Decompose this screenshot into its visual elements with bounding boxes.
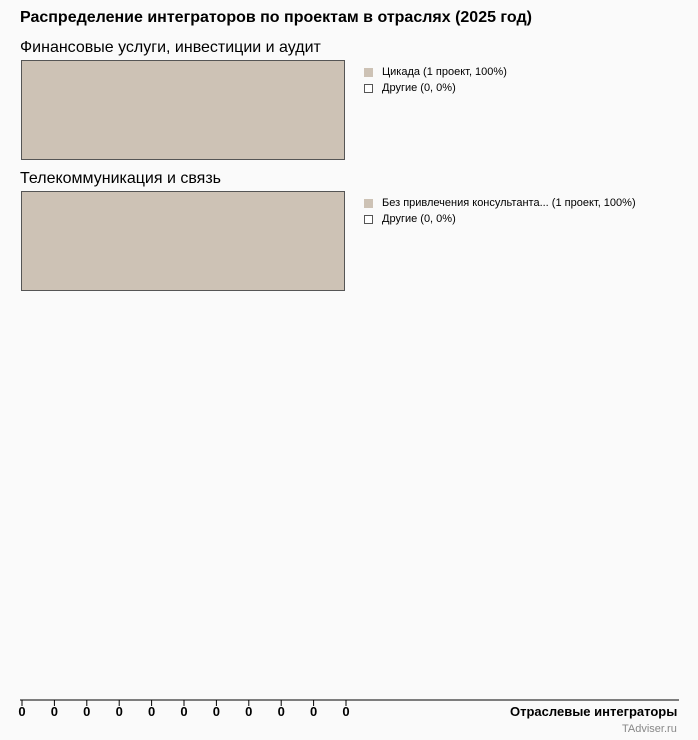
- tick-label: 0: [277, 704, 285, 719]
- tick-label: 0: [180, 704, 188, 719]
- tick-label: 0: [115, 704, 123, 719]
- legend-item: [364, 64, 507, 80]
- chart-title: Распределение интеграторов по проектам в отраслях (2025 год): [20, 9, 532, 26]
- legend-swatch: [364, 84, 373, 93]
- legend-swatch: [364, 199, 373, 208]
- legend-item: [364, 80, 507, 96]
- section-title-telecom: Телекоммуникация и связь: [20, 170, 222, 187]
- legend-swatch: [364, 68, 373, 77]
- bar-fill: [22, 61, 344, 159]
- x-axis-label: Отраслевые интеграторы: [510, 704, 678, 719]
- legend-label: Без привлечения консультанта... (1 проект, 100%): [382, 197, 636, 209]
- tick-label: 0: [212, 704, 221, 719]
- tick-label: 0: [50, 704, 59, 719]
- bar-telecom: [21, 191, 345, 291]
- legend-label: Другие (0, 0%): [382, 82, 456, 94]
- credit: TAdviser.ru: [622, 723, 677, 735]
- bar-fill: [22, 192, 344, 290]
- legend-item: [364, 195, 636, 211]
- tick-label: 0: [245, 704, 253, 719]
- legend-swatch: [364, 215, 373, 224]
- legend-finance: [364, 64, 507, 96]
- tick-label: 0: [342, 704, 350, 719]
- tick-label: 0: [309, 704, 318, 719]
- section-title-finance: Финансовые услуги, инвестиции и аудит: [20, 39, 321, 56]
- tick-label: 0: [83, 704, 91, 719]
- legend-telecom: [364, 195, 636, 227]
- bar-finance: [21, 60, 345, 160]
- legend-label: Другие (0, 0%): [382, 213, 456, 225]
- tick-label: 0: [147, 704, 156, 719]
- legend-item: [364, 211, 636, 227]
- tick-label: 0: [18, 704, 26, 719]
- legend-label: Цикада (1 проект, 100%): [382, 66, 507, 78]
